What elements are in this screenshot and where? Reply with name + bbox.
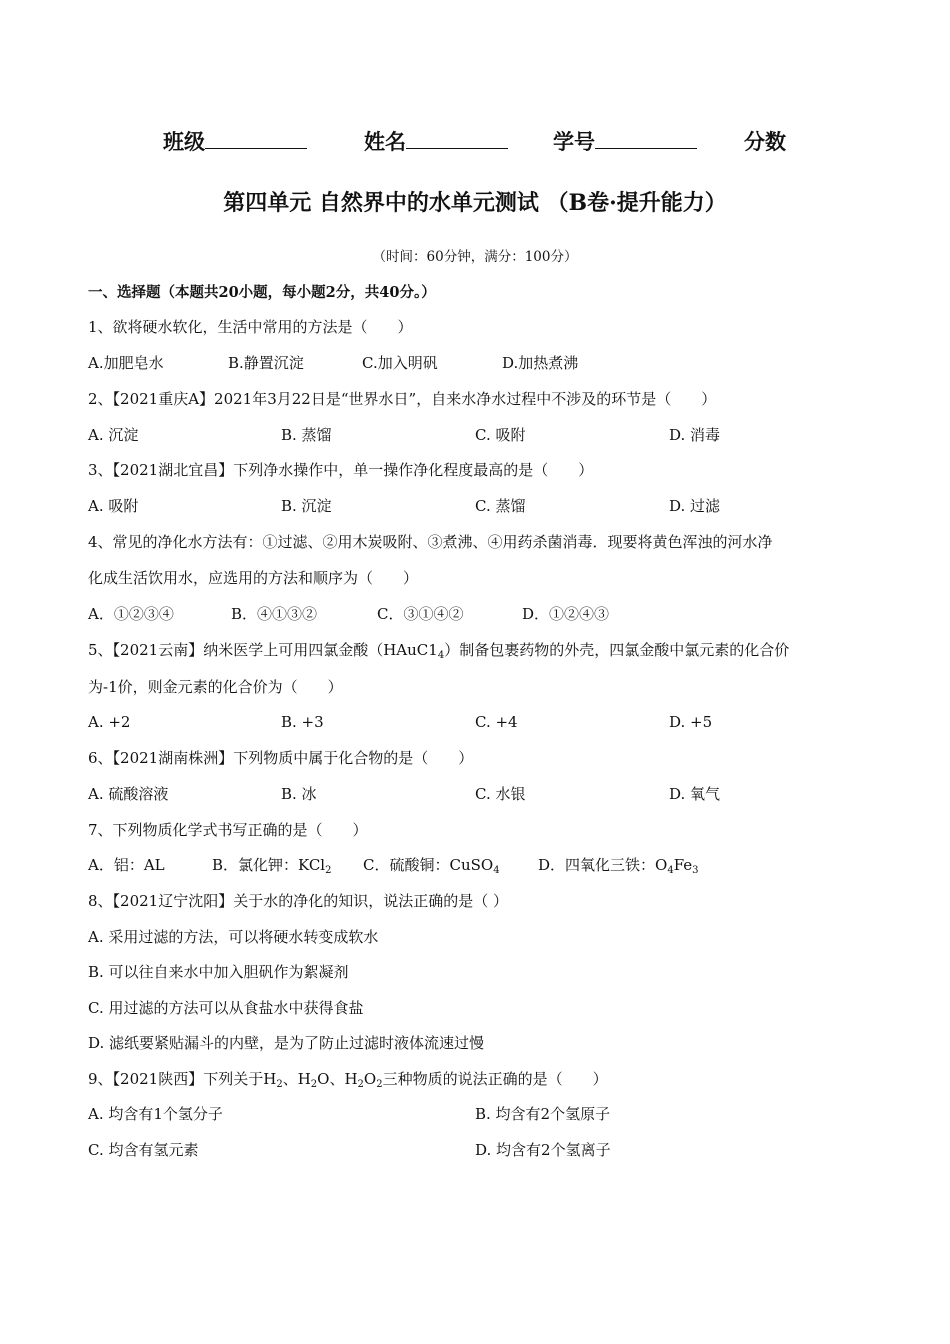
question-stem-cont: 化成生活饮用水，应选用的方法和顺序为（ ） <box>88 569 419 587</box>
option-a[interactable]: A．铝：AL <box>88 856 165 874</box>
question-stem: 7、下列物质化学式书写正确的是（ ） <box>88 821 368 839</box>
option-c[interactable]: C. 蒸馏 <box>475 497 526 515</box>
option-c[interactable]: C.加入明矾 <box>362 354 438 372</box>
section-heading: 一、选择题（本题共20小题，每小题2分，共40分。） <box>88 284 436 301</box>
option-d[interactable]: D. 滤纸要紧贴漏斗的内壁，是为了防止过滤时液体流速过慢 <box>88 1034 485 1052</box>
option-d[interactable]: D. 过滤 <box>669 497 721 515</box>
question-stem: 2、【2021重庆A】2021年3月22日是“世界水日”，自来水净水过程中不涉及的环节是（ ） <box>88 390 717 408</box>
question-stem-cont: 为-1价，则金元素的化合价为（ ） <box>88 678 343 696</box>
option-c[interactable]: C. 用过滤的方法可以从食盐水中获得食盐 <box>88 999 364 1017</box>
class-blank[interactable] <box>205 128 307 149</box>
question-stem: 5、【2021云南】纳米医学上可用四氯金酸$(HAuC1_4)$制备包裹药物的外壳，四氯金酸中氯元素的化合价 <box>88 641 790 661</box>
option-d[interactable]: D. +5 <box>669 713 713 731</box>
option-b[interactable]: B．④①③② <box>231 605 318 623</box>
question-stem: 6、【2021湖南株洲】下列物质中属于化合物的是（ ） <box>88 749 474 767</box>
option-b[interactable]: B. 可以往自来水中加入胆矾作为絮凝剂 <box>88 963 349 981</box>
option-d[interactable]: D．四氧化三铁：$O_4Fe_3$ <box>538 856 699 876</box>
option-b[interactable]: B. 蒸馏 <box>281 426 332 444</box>
option-d[interactable]: D．①②④③ <box>522 605 610 623</box>
question-stem: 4、常见的净化水方法有：①过滤、②用木炭吸附、③煮沸、④用药杀菌消毒．现要将黄色浑浊的河水净 <box>88 533 773 551</box>
name-field: 姓名 <box>364 126 508 156</box>
option-a[interactable]: A．①②③④ <box>88 605 174 623</box>
page-title: 第四单元 自然界中的水单元测试 （B卷·提升能力） <box>223 190 727 216</box>
option-c[interactable]: C. 吸附 <box>475 426 526 444</box>
option-c[interactable]: C. 水银 <box>475 785 526 803</box>
option-a[interactable]: A. 采用过滤的方法，可以将硬水转变成软水 <box>88 928 379 946</box>
option-b[interactable]: B. 均含有2个氢原子 <box>475 1105 611 1123</box>
option-a[interactable]: A. +2 <box>88 713 131 731</box>
exam-time-info: （时间：60分钟，满分：100分） <box>372 249 578 265</box>
option-c[interactable]: C. 均含有氢元素 <box>88 1141 199 1159</box>
option-d[interactable]: D. 氧气 <box>669 785 721 803</box>
question-stem: 9、【2021陕西】下列关于$H_2$、$H_2O$、$H_2O_2$三种物质的说法正确的是（ ） <box>88 1070 608 1090</box>
option-a[interactable]: A. 沉淀 <box>88 426 139 444</box>
option-a[interactable]: A. 硫酸溶液 <box>88 785 169 803</box>
option-a[interactable]: A.加肥皂水 <box>88 354 164 372</box>
option-d[interactable]: D.加热煮沸 <box>502 354 579 372</box>
question-stem: 1、欲将硬水软化，生活中常用的方法是（ ） <box>88 318 413 336</box>
option-b[interactable]: B．氯化钾：KCl$_2$ <box>212 856 332 876</box>
question-stem: 8、【2021辽宁沈阳】关于水的净化的知识，说法正确的是（ ） <box>88 892 508 910</box>
option-b[interactable]: B.静置沉淀 <box>228 354 304 372</box>
option-d[interactable]: D. 消毒 <box>669 426 721 444</box>
student-info-header <box>0 126 950 156</box>
score-field: 分数 <box>744 129 786 154</box>
option-c[interactable]: C．③①④② <box>377 605 464 623</box>
option-a[interactable]: A. 吸附 <box>88 497 139 515</box>
option-c[interactable]: C. +4 <box>475 713 518 731</box>
option-d[interactable]: D. 均含有2个氢离子 <box>475 1141 611 1159</box>
option-a[interactable]: A. 均含有1个氢分子 <box>88 1105 223 1123</box>
id-blank[interactable] <box>595 128 697 149</box>
class-field: 班级 <box>163 126 307 156</box>
option-b[interactable]: B. +3 <box>281 713 324 731</box>
option-b[interactable]: B. 冰 <box>281 785 317 803</box>
question-stem: 3、【2021湖北宜昌】下列净水操作中，单一操作净化程度最高的是（ ） <box>88 461 594 479</box>
id-field: 学号 <box>553 126 697 156</box>
option-b[interactable]: B. 沉淀 <box>281 497 332 515</box>
name-blank[interactable] <box>406 128 508 149</box>
option-c[interactable]: C．硫酸铜：CuSO$_4$ <box>363 856 500 876</box>
